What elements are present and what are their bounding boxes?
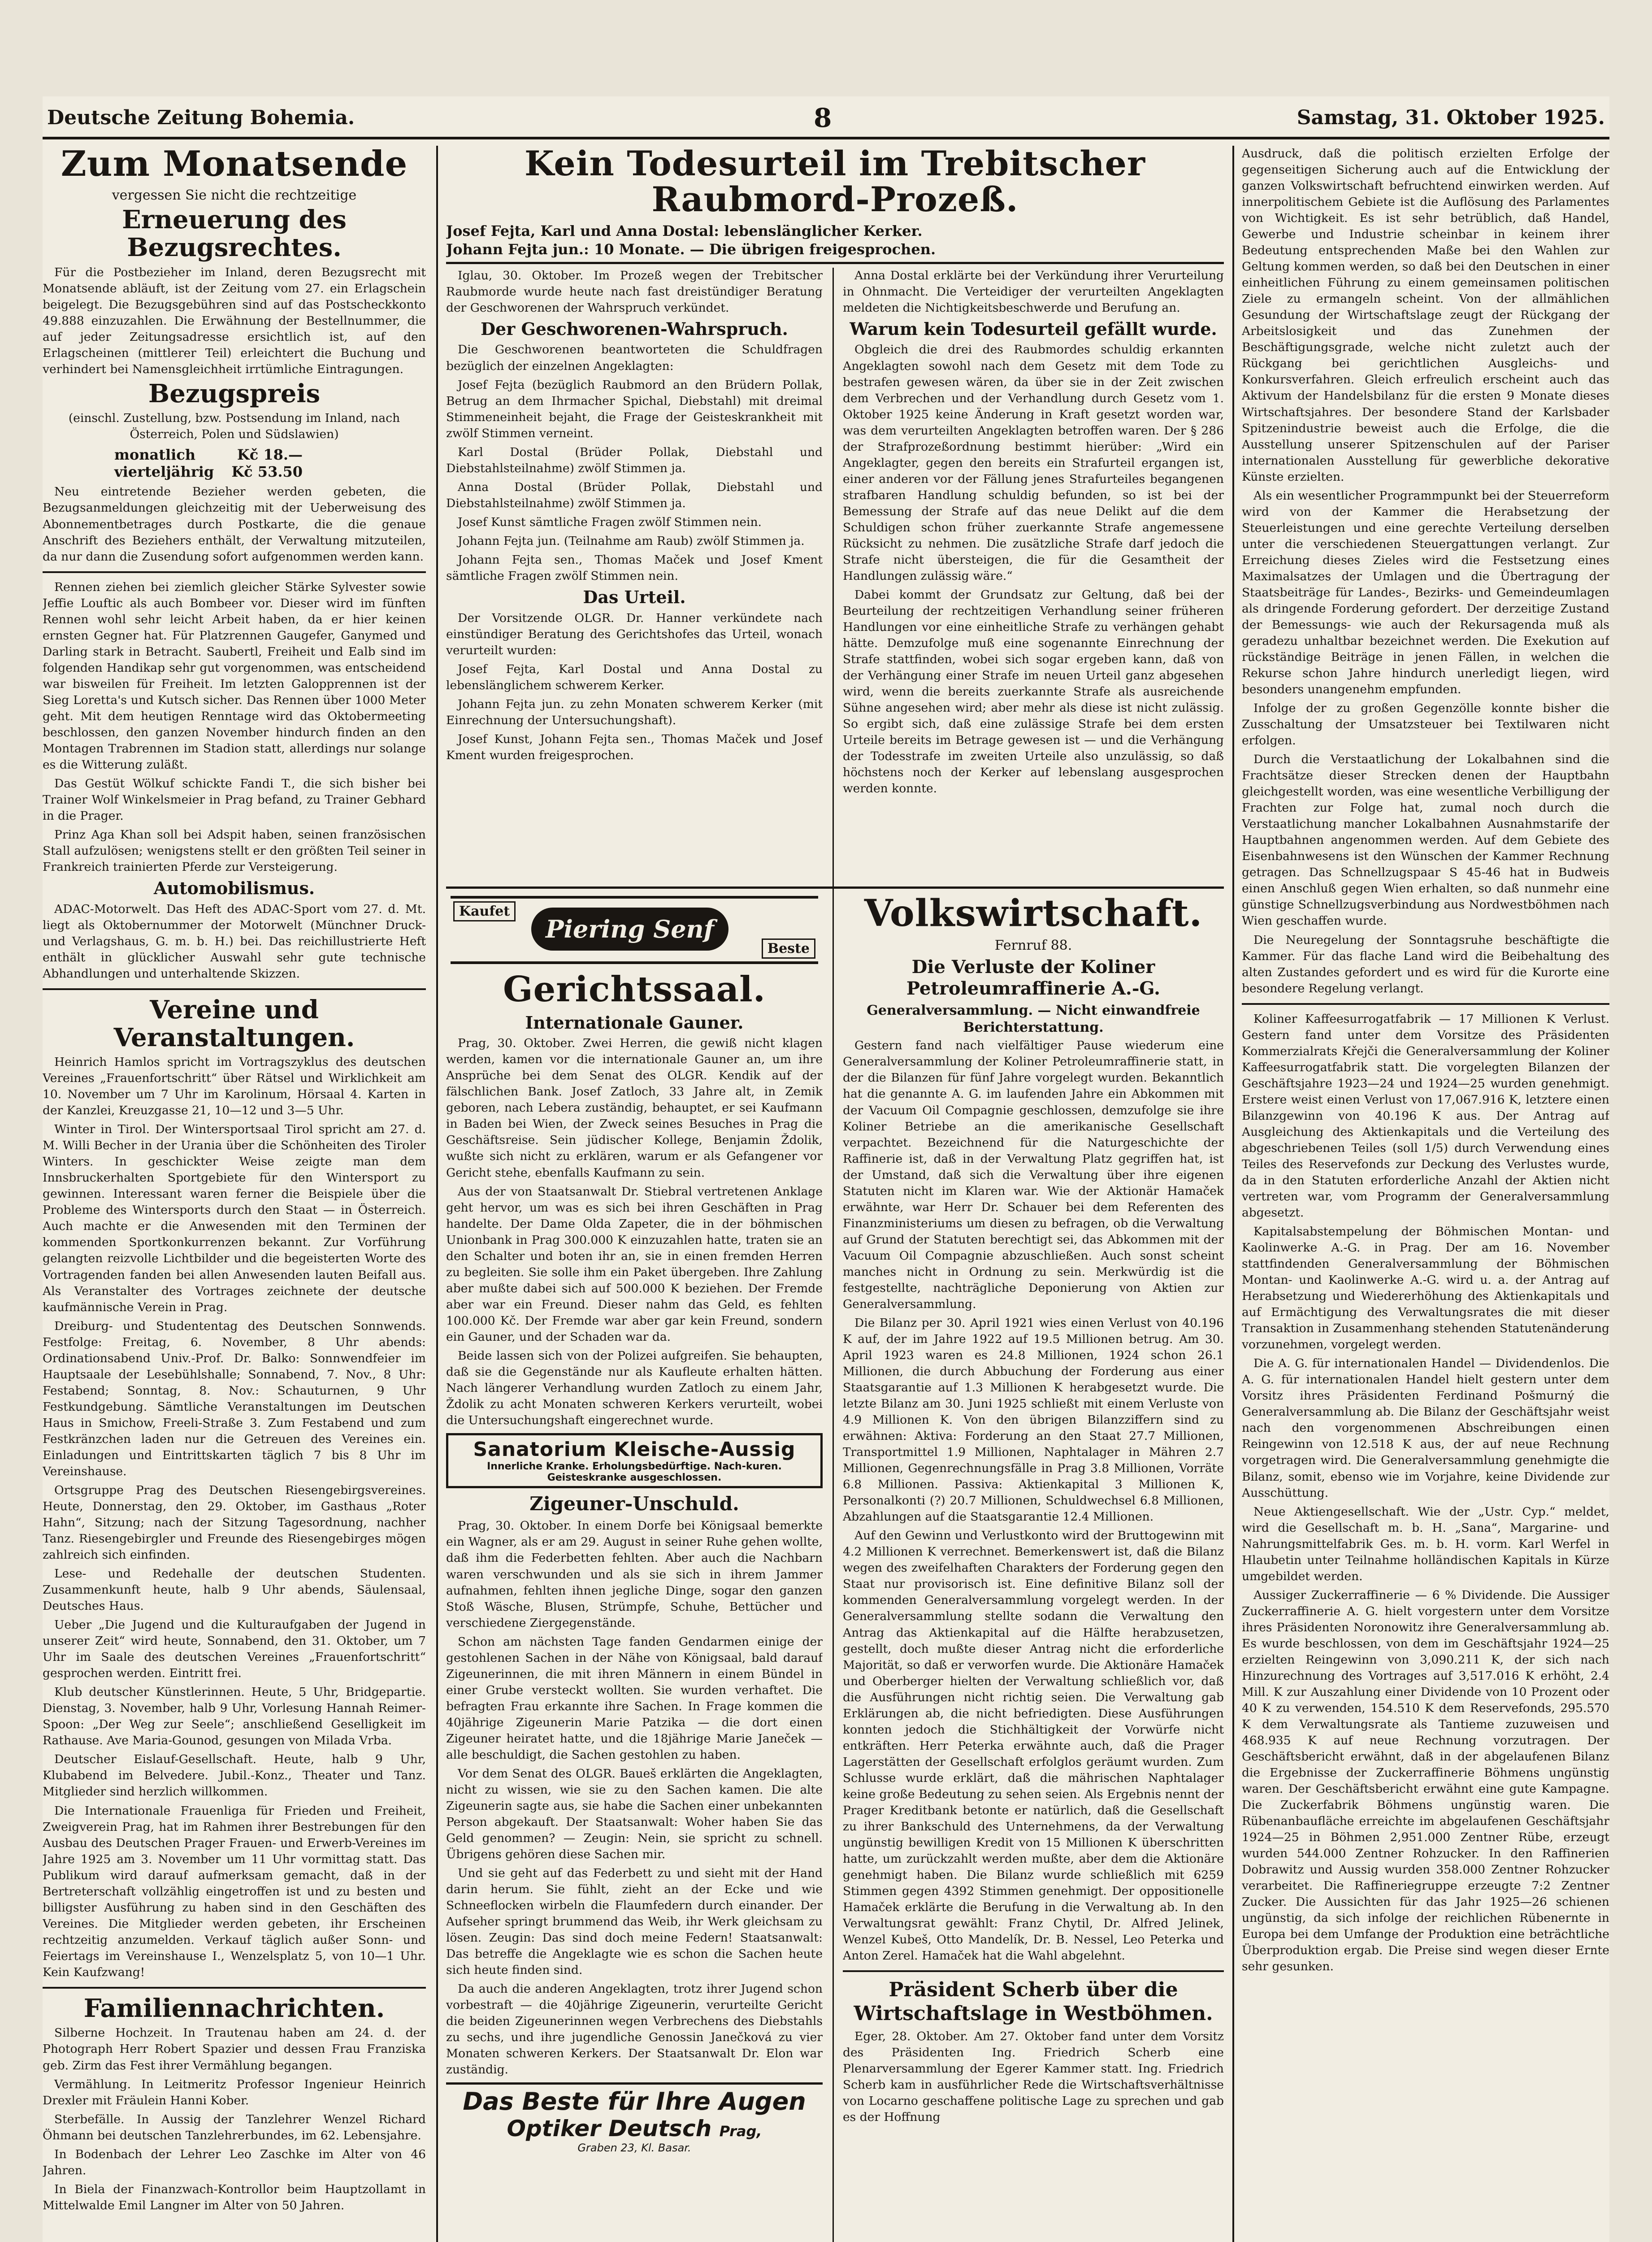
paragraph: Josef Kunst sämtliche Fragen zwölf Stimmen nein. <box>458 515 762 529</box>
paragraph: Schon am nächsten Tage fanden Gendarmen einige der gestohlenen Sachen in der Nähe von Königsaal, bald darauf Zigeunerinnen, die mit ihren Männern in einem Bündel in einer Grube versteckt wollten. Sie wurden verhaftet. Die befragten Frau erkannte ihre Sachen. In Frage kommen die 40jährige Zigeunerin Marie Patzika — die dort einen Zigeuner heiratet hatte, und die 18jährige Marie Janeček — alle beschuldigt, die Sachen gestohlen zu haben. <box>446 1634 823 1762</box>
ad-brand-logo: Piering Senf <box>531 908 728 951</box>
paragraph: Deutscher Eislauf-Gesellschaft. Heute, halb 9 Uhr, Klubabend im Belvedere. Jubil.-Konz., Theater und Tanz. Mitglieder sind herzlich willkommen. <box>43 1752 426 1799</box>
headline-monatsende: Zum Monatsende <box>61 146 408 184</box>
section-heading: Internationale Gauner. <box>525 1012 744 1033</box>
paragraph: Vor dem Senat des OLGR. Baueš erklärten die Angeklagten, nicht zu wissen, wie sie zu den Sachen kamen. Die alte Zigeunerin sagte aus, sie habe die Sachen einer unbekannten Person abgekauft. Der Staatsanwalt: Woher haben Sie das Geld genommen? — Zeugin: Nein, sie spricht zu schnell. Übrigens gehören diese Sachen mir. <box>446 1766 823 1862</box>
section-heading-automobilismus: Automobilismus. <box>153 878 315 899</box>
subcolumn-rule <box>833 889 834 2242</box>
divider <box>43 988 426 990</box>
divider <box>43 1987 426 1989</box>
price-value: Kč 18.— <box>237 446 303 464</box>
paragraph: Die Internationale Frauenliga für Frieden und Freiheit, Zweigverein Prag, hat im Rahmen ihrer Bestrebungen für den Ausbau des Deutschen Prager Frauen- und Erwerb-Vereines im Jahre 1925 am 3. November um 11 Uhr vormittag statt. Das Publikum wird darauf aufmerksam gemacht, daß in der Bertreterschaft vollzählig eingetroffen ist und zu besten und billigster Ausführung zu haben sind in den Geschäften des Vereines. Die Mitglieder werden gebeten, ihr Erscheinen rechtzeitig anzumelden. Verkauf täglich außer Sonn- und Feiertags im Vereinshause I., Wenzelsplatz 5, von 10—1 Uhr. Kein Kaufzwang! <box>43 1803 426 1979</box>
column-left <box>43 146 426 2242</box>
paper-name: Deutsche Zeitung Bohemia. <box>47 106 355 129</box>
paragraph: Prag, 30. Oktober. In einem Dorfe bei Königsaal bemerkte ein Wagner, als er am 29. August in seiner Ruhe gehen wollte, daß ihm die Federbetten fehlten. Aber auch die Nachbarn waren verschwunden und als sie sich in ihrem Jammer aufnahmen, fehlten ihnen jegliche Dinge, sogar den ganzen Stoß Wäsche, Blusen, Strümpfe, Schuhe, Bettücher und verschiedene Ziergegenstände. <box>446 1519 823 1630</box>
paragraph: Durch die Verstaatlichung der Lokalbahnen sind die Frachtsätze dieser Strecken denen der Hauptbahn gleichgestellt worden, was eine wesentliche Verbilligung der Frachten zur Folge hat, zumal noch durch die Verstaatlichung mancher Lokalbahnen Ausnahmstarife der Hauptbahnen angenommen werden. Auf dem Gebiete des Eisenbahnwesens ist den Wünschen der Kammer Rechnung getragen. Das Schnellzugspaar S 45-46 hat in Budweis einen Anschluß gegen Wien erhalten, so daß nunmehr eine günstige Schnellzugsverbindung aus Nordwestböhmen nach Wien geschaffen wurde. <box>1242 752 1609 928</box>
paragraph: Die Geschworenen beantworteten die Schuldfragen bezüglich der einzelnen Angeklagten: <box>446 343 823 373</box>
paragraph: Ausdruck, daß die politisch erzielten Erfolge der gegenseitigen Sicherung auch auf die Entwicklung der ganzen Volkswirtschaft befruchtend einwirken werden. Auf innerpolitischem Gebiete ist die Auflösung des Parlamentes von Wichtigkeit. Es ist sehr betrüblich, daß Handel, Gewerbe und Industrie scheinbar in keinem ihrer Bedeutung entsprechenden Maße bei den Wahlen zur Geltung kommen werden, so daß bei den Deutschen in einer einheitlichen Führung zu einem gemeinsamen politischen Ziele zu ermangeln scheint. Von der allmählichen Gesundung der Wirtschaftslage zeugt der Rückgang der Arbeitslosigkeit und das Zunehmen der Beschäftigungsgrade, welche nicht zuletzt auch der Rückgang bei gerichtlichen Ausgleichs- und Konkursverfahren. Gleich erfreulich erscheint auch das Aktivum der Handelsbilanz für die ersten 9 Monate dieses Wirtschaftsjahres. Der besondere Stand der Karlsbader Spitzenindustrie beweist auch die Erfolge, die die Ausstellung unserer Spitzenschulen auf der Pariser internationalen Ausstellung für gewerbliche dekorative Künste erzielten. <box>1242 147 1609 484</box>
headline-vereine: Vereine und Veranstaltungen. <box>113 995 355 1052</box>
ad-sanatorium-sub: Innerliche Kranke. Erholungsbedürftige. Nach-kuren. Geisteskranke ausgeschlossen. <box>487 1461 782 1484</box>
paragraph: Als ein wesentlicher Programmpunkt bei der Steuerreform wird von der Kammer die Herabsetzung der Steuerleistungen und eine gerechte Verteilung derselben unter die verschiedenen Steuergattungen verlangt. Zur Erreichung dieses Zieles wird die Festsetzung eines Maximalsatzes der Umlagen und die Übertragung der Staatsbeiträge für Landes-, Bezirks- und Gemeindeumlagen als dringende Forderung gefordert. Der derzeitige Zustand der Bemessungs- wie auch der Rekursagenda muß als geradezu unhaltbar bezeichnet werden. Die Exekution auf rückständige Beiträge in jenen Fällen, in welchen die Rekurse schon Jahre hindurch unerledigt liegen, wird besonders unangenehm empfunden. <box>1242 488 1609 697</box>
price-value: Kč 53.50 <box>231 463 303 481</box>
paragraph: Silberne Hochzeit. In Trautenau haben am 24. d. der Photograph Herr Robert Spazier und dessen Frau Franziska geb. Zirm das Fest ihrer Vermählung begangen. <box>43 2026 426 2073</box>
paragraph: Die Bilanz per 30. April 1921 wies einen Verlust von 40.196 K auf, der im Jahre 1922 auf 19.5 Millionen betrug. Am 30. April 1923 waren es 24.8 Millionen, 1924 schon 26.1 Millionen, die durch Abbuchung der Forderung aus einer Staatsgarantie auf 1.3 Millionen K herabgesetzt wurde. Die letzte Bilanz am 30. Juni 1925 schließt mit einem Verluste von 4.9 Millionen K. Von den übrigen Bilanzziffern sind zu erwähnen: Aktiva: Forderung an den Staat 27.7 Millionen, Transportmittel 1.9 Millionen, Naphtalager in Mähren 2.7 Millionen, Gegenrechnungsfälle in Prag 3.8 Millionen, Vorräte 6.8 Millionen. Passiva: Aktienkapital 3 Millionen K, Personalkonti (?) 20.7 Millionen, Schuldwechsel 6.8 Millionen, Abzahlungen auf die Staatsgarantie 12.4 Millionen. <box>843 1316 1224 1524</box>
middle-lower <box>446 886 1224 2242</box>
paragraph: Lese- und Redehalle der deutschen Studenten. Zusammenkunft heute, halb 9 Uhr abends, Säulensaal, Deutsches Haus. <box>43 1567 426 1613</box>
paragraph: Anna Dostal (Brüder Pollak, Diebstahl und Diebstahlsteilnahme) zwölf Stimmen ja. <box>446 480 823 510</box>
paragraph: Ueber „Die Jugend und die Kulturaufgaben der Jugend in unserer Zeit“ wird heute, Sonnabend, den 31. Oktober, um 7 Uhr im Saale des deutschen Vereines „Frauenfortschritt“ gesprochen werden. Eintritt frei. <box>43 1618 426 1681</box>
subcolumn-rule <box>833 268 834 886</box>
headline-volkswirtschaft: Volkswirtschaft. <box>864 891 1203 935</box>
section-heading: Der Geschworenen-Wahrspruch. <box>481 318 788 339</box>
advertisement-sanatorium[interactable] <box>446 1433 823 1488</box>
price-row-quarterly <box>114 463 303 480</box>
paragraph: Kapitalsabstempelung der Böhmischen Montan- und Kaolinwerke A.-G. in Prag. Der am 16. November stattfindenden Generalversammlung der Böhmischen Montan- und Kaolinwerke A.-G. wird u. a. der Antrag auf Herabsetzung und Wiedererhöhung des Aktienkapitals und auf Ermächtigung des Verwaltungsrates die mit dieser Transaktion in Zusammenhang stehenden Statutenänderung vorzunehmen, vorgelegt werden. <box>1242 1225 1609 1352</box>
section-heading: Die Verluste der Koliner Petroleumraffinerie A.-G. <box>906 956 1161 999</box>
paragraph: Auf den Gewinn und Verlustkonto wird der Bruttogewinn mit 4.2 Millionen K verrechnet. Bemerkenswert ist, daß die Bilanz wegen des zweifelhaften Charakters der Forderung gegen den Staat nur provisorisch ist. Eine definitive Bilanz soll der kommenden Generalversammlung vorgelegt werden. In der Generalversammlung stellte sodann die Verwaltung den Antrag das Aktienkapital auf die Hälfte herabzusetzen, gestellt, doch mußte dieser Antrag nicht die erforderliche Majorität, so daß er verworfen wurde. Die Aktionäre Hamaček und Oberberger hielten der Verwaltung schließlich vor, daß die Ausführungen nicht richtig seien. Die Verwaltung gab Erklärungen ab, die nicht befriedigten. Diese Ausführungen konnten jedoch die Stichhältigkeit der Vorwürfe nicht entkräften. Herr Peterka erwähnte auch, daß die Prager Lagerstätten der Gesellschaft erfolglos geräumt wurden. Zum Schlusse wurde erklärt, daß die mährischen Naphtalager keine große Bedeutung zu sehen seien. Als Ergebnis nennt der Prager Kreditbank betonte er natürlich, daß die Gesellschaft zu ihrer Bankschuld des Unternehmens, da der Verwaltung ungünstig bewilligen Kredit von 15 Millionen K überschritten hatte, um zurückzahlt werden mußte, aber dem die Aktionäre genehmigt haben. Die Bilanz wurde schließlich mit 6259 Stimmen gegen 4392 Stimmen genehmigt. Der oppositionelle Hamaček erklärte die Berufung in die Verwaltung ab. In den Verwaltungsrat gewählt: Franz Chytil, Dr. Alfred Jelinek, Wenzel Kubeš, Otto Mandelík, Dr. B. Nessel, Leo Peterka und Anton Zerel. Hamaček hat die Wahl abgelehnt. <box>843 1529 1224 1963</box>
paragraph: Vermählung. In Leitmeritz Professor Ingenieur Heinrich Drexler mit Fräulein Hanni Kober. <box>43 2077 426 2107</box>
trebitsch-right <box>843 268 1224 886</box>
paragraph: Aussiger Zuckerraffinerie — 6 % Dividende. Die Aussiger Zuckerraffinerie A. G. hielt vorgestern unter dem Vorsitze ihres Präsidenten Noronowitz ihre Generalversammlung ab. Es wurde beschlossen, von dem im Geschäftsjahr 1924—25 erzielten Reingewinn von 3,090.211 K, der sich nach Hinzurechnung des Vortrages auf 3,517.016 K erhöht, 2.4 Mill. K zur Auszahlung einer Dividende von 10 Prozent oder 40 K zu verwenden, 154.510 K dem Reservefonds, 295.570 K dem Verwaltungsrate als Tantieme zuzuweisen und 468.935 K auf neue Rechnung vorzutragen. Der Geschäftsbericht erwähnt, daß in der abgelaufenen Bilanz die Ergebnisse der Zuckerraffinerie Böhmens ungünstig waren. Der Geschäftsbericht erwähnt eine gute Kampagne. Die Zuckerfabrik Böhmens ungünstig waren. Die Rübenanbaufläche erreichte im abgelaufenen Geschäftsjahr 1924—25 in Böhmen 2,951.000 Zentner Rübe, erzeugt wurden 544.000 Zentner Rohzucker. In den Raffinerien Dobrawitz und Aussig wurden 358.000 Zentner Rohzucker verarbeitet. Die Raffineriegruppe erzeugte 7:2 Zentner Zucker. Die Aussichten für das Jahr 1925—26 schienen ungünstig, da sich infolge der reichlichen Rübenernte in Europa bei dem Umfange der Produktion eine beträchtliche Überproduktion ergab. Die Preise sind wegen dieser Ernte sehr gesunken. <box>1242 1588 1609 1974</box>
ad-optiker-slogan: Das Beste für Ihre Augen <box>463 2087 806 2116</box>
paragraph: Johann Fejta sen., Thomas Maček und Josef Kment sämtliche Fragen zwölf Stimmen nein. <box>446 552 823 583</box>
paragraph: Johann Fejta jun. zu zehn Monaten schwerem Kerker (mit Einrechnung der Untersuchungshaft). <box>446 697 823 727</box>
paragraph: Anna Dostal erklärte bei der Verkündung ihrer Verurteilung in Ohnmacht. Die Verteidiger der verurteilten Angeklagten meldeten die Nichtigkeitsbeschwerde und Berufung an. <box>843 268 1224 315</box>
paragraph: Beide lassen sich von der Polizei aufgreifen. Sie behaupten, daß sie die Gegenstände nur als Kaufleute erhalten hätten. Nach längerer Verhandlung wurden Zatloch zu einem Jahr, Ždolik zu acht Monaten schweren Kerkers verurteilt, wobei die Untersuchungshaft eingerechnet wurde. <box>446 1348 823 1427</box>
advertisement-optiker[interactable] <box>446 2082 823 2154</box>
middle-lower-right <box>843 889 1224 2242</box>
price-label: monatlich <box>114 446 196 464</box>
column-rule <box>436 146 438 2242</box>
running-header <box>43 96 1609 139</box>
dek-line-2: Johann Fejta jun.: 10 Monate. — Die übrigen freigesprochen. <box>446 241 936 258</box>
divider <box>1242 1003 1609 1005</box>
price-table <box>114 446 426 480</box>
paragraph: Die A. G. für internationalen Handel — Dividendenlos. Die A. G. für internationalen Handel hielt gestern unter dem Vorsitz ihres Präsidenten Ferdinand Pošmurný die Generalversammlung ab. Die Bilanz der Geschäftsjahr weist nach den vorgenommenen Abschreibungen einen Reingewinn von 12.518 K aus, der auf neue Rechnung vorgetragen wird. Die Generalversammlung genehmigte die Bilanz, somit, ebenso wie im Vorjahre, keine Dividende zur Ausschüttung. <box>1242 1356 1609 1500</box>
paragraph: Prag, 30. Oktober. Zwei Herren, die gewiß nicht klagen werden, kamen vor die internationale Gauner an, um ihre Ansprüche bei dem Senat des OLGR. Kendik auf der fälschlichen Bank. Josef Zatloch, 33 Jahre alt, in Zemik geboren, nach Lebera zuständig, behauptet, er sei Kaufmann in Baden bei Wien, der Zweck seines Besuches in Prag die Geschäftsreise. Sein jüdischer Kollege, Benjamin Ždolik, wußte sich nicht zu erklären, warum er als Gefangener vor Gericht stehe, ebenfalls Kaufmann zu sein. <box>446 1036 823 1180</box>
section-heading: Warum kein Todesurteil gefällt wurde. <box>850 318 1217 339</box>
headline-erneuerung: Erneuerung des Bezugsrechtes. <box>122 205 347 262</box>
paragraph: Iglau, 30. Oktober. Im Prozeß wegen der Trebitscher Raubmorde wurde heute nach fast dreistündiger Beratung der Geschworenen der Wahrspruch verkündet. <box>446 268 823 315</box>
dek-line-1: Josef Fejta, Karl und Anna Dostal: lebenslänglicher Kerker. <box>446 222 923 239</box>
paragraph: Und sie geht auf das Federbett zu und sieht mit der Hand darin herum. Sie fühlt, zieht an der Ecke und wie Schneeflocken wirbeln die Flaumfedern durch einander. Der Aufseher springt brummend das Weib, ihr Werk gleichsam zu lösen. Zeugin: Das sind doch meine Federn! Staatsanwalt: Das betreffe die Angeklagte wie es schon die Sachen heute sich heute finden sind. <box>446 1866 823 1977</box>
headline-bezugspreis: Bezugspreis <box>148 378 321 408</box>
paragraph: Da auch die anderen Angeklagten, trotz ihrer Jugend schon vorbestraft — die 40jährige Zigeunerin, verurteilte Gericht die beiden Zigeunerinnen wegen Verbrechens des Diebstahls zu sechs, und ihre jugendliche Genossin Janečková zu vier Monaten schweren Kerkers. Der Staatsanwalt Dr. Elon war zuständig. <box>446 1982 823 2077</box>
divider <box>43 571 426 573</box>
newspaper-page <box>43 96 1609 2242</box>
paragraph: Gestern fand nach vielfältiger Pause wiederum eine Generalversammlung der Koliner Petroleumraffinerie statt, in der die Bilanzen für fünf Jahre vorgelegt wurden. Bekanntlich hat die genannte A. G. im laufenden Jahre ein Abkommen mit der Vacuum Oil Compagnie geschlossen, demzufolge sie ihre Koliner Betriebe an die amerikanische Gesellschaft verpachtet. Bezeichnend für die Naturgeschichte der Raffinerie ist, daß in der Verwaltung Platz gegriffen hat, ist der Umstand, daß sich die Verwaltung über ihre eigenen Statuten nicht im Klaren war. Wie der Aktionär Hamaček erwähnte, war Herr Dr. Schauer bei dem Referenten des Finanzministeriums um diesen zu befragen, ob die Verwaltung auf Grund der Statuten berechtigt sei, das Abkommen mit der Vacuum Oil Compagnie abzuschließen. Auch sonst scheint manches nicht in Ordnung zu sein. Merkwürdig ist die festgestellte, nachträgliche Deponierung von Aktien zur Generalversammlung. <box>843 1038 1224 1311</box>
paragraph: Eger, 28. Oktober. Am 27. Oktober fand unter dem Vorsitz des Präsidenten Ing. Friedrich Scherb eine Plenarversammlung der Egerer Kammer statt. Ing. Friedrich Scherb kam in ausführlicher Rede die Wirtschaftsverhältnisse von Locarno geschaffene politische Lage zu sprechen und gab es der Hoffnung <box>843 2029 1224 2124</box>
paragraph: Dabei kommt der Grundsatz zur Geltung, daß bei der Beurteilung der rechtzeitigen Verhandlung seiner früheren Handlungen vor eine einheitliche Strafe zu verhängen gehabt hätte. Demzufolge muß eine sogenannte Einrechnung der Strafe stattfinden, wobei sich sogar ergeben kann, daß von der Verhängung einer Strafe im neuen Urteil ganz abgesehen wird, wenn die bereits zuerkannte Strafe als ausreichende Sühne angesehen wird; aber mehr als diese ist nicht zulässig. So ergibt sich, daß eine zulässige Strafe bei dem ersten Urteile bereits im Betrage gewesen ist — und die Verhängung der Todesstrafe im zweiten Urteile also unzulässig, so daß höchstens noch der Kerker auf lebenslang ausgesprochen werden konnte. <box>843 587 1224 796</box>
paragraph: Rennen ziehen bei ziemlich gleicher Stärke Sylvester sowie Jeffie Louftic als auch Bombeer vor. Dieser wird im fünften Rennen wohl sehr leicht Arbeit haben, da er hier keinen ernsten Gegner hat. Für Platzrennen Gaugefer, Ganymed und Darling stark in Betracht. Saubertl, Freiheit und Ealb sind im folgenden Handikap sehr gut vorgenommen, was entscheidend war bisweilen für Freiheit. Im letzten Galopprennen ist der Sieg Loretta's und Kutsch sicher. Das Rennen über 1000 Meter geht. Mit dem heutigen Renntage wird das Oktobermeeting beschlossen, den ganzen November hindurch finden an den Montagen Trabrennen im Stadion statt, allerdings nur solange es die Witterung zuläßt. <box>43 580 426 772</box>
section-heading: Das Urteil. <box>583 587 686 607</box>
paragraph: Das Gestüt Wölkuf schickte Fandi T., die sich bisher bei Trainer Wolf Winkelsmeier in Prag befand, zu Trainer Gebhard in die Prager. <box>43 776 426 823</box>
ad-beste: Beste <box>762 939 815 959</box>
headline-dek <box>446 222 1224 241</box>
price-row-monthly <box>114 446 303 463</box>
middle-lower-left <box>446 889 823 2242</box>
paragraph: Ortsgruppe Prag des Deutschen Riesengebirgsvereines. Heute, Donnerstag, den 29. Oktober, im Gasthaus „Roter Hahn“, Sitzung; nach der Sitzung Tagesordnung, nachher Tanz. Riesengebirgler und Freunde des Riesengebirges mögen zahlreich sich einfinden. <box>43 1483 426 1562</box>
paragraph: Winter in Tirol. Der Wintersportsaal Tirol spricht am 27. d. M. Willi Becher in der Urania über die Schönheiten des Tiroler Winters. In geschickter Weise zeigte man dem Innsbruckerhalten Sportgebiete für den Wintersport zu gewinnen. Interessant waren ferner die Beispiele über die Probleme des Wintersports durch den Staat — in Österreich. Auch machte er die Anwesenden mit den Terminen der kommenden Sportkonkurrenzen bekannt. Zur Vorführung gelangten reizvolle Lichtbilder und die begeisterten Worte des Vortragenden fanden bei allen Anwesenden lauten Beifall aus. Als Veranstalter des Vortrages zeichnete der deutsche kaufmännische Verein in Prag. <box>43 1122 426 1314</box>
paragraph: Sterbefälle. In Aussig der Tanzlehrer Wenzel Richard Öhmann bei deutschen Tanzlehrerbundes, im 62. Lebensjahre. <box>43 2112 426 2142</box>
subheadline: Fernruf 88. <box>994 937 1072 953</box>
trebitsch-left <box>446 268 823 886</box>
ad-optiker-name: Optiker Deutsch Prag, <box>507 2116 762 2142</box>
column-right <box>1242 146 1609 2242</box>
paragraph: In Biela der Finanzwach-Kontrollor beim Hauptzollamt in Mittelwalde Emil Langner im Alter von 50 Jahren. <box>43 2182 426 2212</box>
paragraph: Prinz Aga Khan soll bei Adspit haben, seinen französischen Stall aufzulösen; wenigstens stellt er den größten Teil seiner in Frankreich trainierten Pferde zur Versteigerung. <box>43 828 426 874</box>
trebitsch-header <box>446 146 1224 264</box>
section-heading: Zigeuner-Unschuld. <box>529 1493 739 1515</box>
column-middle <box>446 146 1224 2242</box>
paragraph: Dreiburg- und Studententag des Deutschen Sonnwends. Festfolge: Freitag, 6. November, 8 Uhr abends: Ordinationsabend Univ.-Prof. Dr. Balko: Sonnwendfeier im Hauptsaale der Lesebühlshalle; Sonnabend, 7. Nov., 8 Uhr: Festabend; Sonntag, 8. Nov.: Schauturnen, 9 Uhr Festkundgebung. Sämtliche Veranstaltungen im Deutschen Haus in Smichow, Freeli-Straße 3. Zum Festabend und zum Festkränzchen laden nur die Getreuen des Vereines ein. Einladungen und Eintrittskarten täglich 7 bis 8 Uhr im Vereinshause. <box>43 1319 426 1478</box>
paragraph: Die Neuregelung der Sonntagsruhe beschäftigte die Kammer. Für das flache Land wird die Beibehaltung des alten Zustandes gefordert und es wird für die Kurorte eine besondere Regelung verlangt. <box>1242 933 1609 995</box>
ad-optiker-address: Graben 23, Kl. Basar. <box>577 2142 691 2155</box>
trebitsch-body <box>446 268 1224 886</box>
column-rule <box>1232 146 1234 2242</box>
ad-sanatorium-title: Sanatorium Kleische-Aussig <box>473 1438 796 1461</box>
paragraph: Infolge der zu großen Gegenzölle konnte bisher die Zusschaltung der Umsatzsteuer bei Textilwaren nicht erfolgen. <box>1242 701 1609 748</box>
ad-kaufet: Kaufet <box>453 901 516 921</box>
paragraph: Josef Kunst, Johann Fejta sen., Thomas Maček und Josef Kment wurden freigesprochen. <box>446 732 823 762</box>
paragraph: Johann Fejta jun. (Teilnahme am Raub) zwölf Stimmen ja. <box>458 534 805 548</box>
paragraph: In Bodenbach der Lehrer Leo Zaschke im Alter von 46 Jahren. <box>43 2147 426 2177</box>
headline-familiennachrichten: Familiennachrichten. <box>83 1993 385 2023</box>
headline-gerichtssaal: Gerichtssaal. <box>503 969 766 1010</box>
paragraph: Obgleich die drei des Raubmordes schuldig erkannten Angeklagten sowohl nach dem Gesetz mit dem Tode zu bestrafen gewesen wären, da über sie in der Zeit zwischen dem Verbrechen und der Verhandlung durch Gesetz vom 1. Oktober 1925 keine Änderung in Kraft gesetzt worden war, was dem verurteilten Angeklagten betroffen waren. Der § 286 der Strafprozeßordnung bestimmt hierüber: „Wird ein Angeklagter, gegen den bereits ein Strafurteil ergangen ist, einer anderen vor der Fällung jenes Strafurteiles begangenen strafbaren Handlung schuldig befunden, so ist bei der Bemessung der Strafe auf das neue Delikt auf die dem Schuldigen schon früher zuerkannte Strafe angemessene Rücksicht zu nehmen. Die zusätzliche Strafe darf jedoch die Strafe nicht übersteigen, die für die Gesamtheit der Handlungen zulässig wäre.“ <box>843 343 1224 583</box>
section-heading: Präsident Scherb über die Wirtschaftslage in Westböhmen. <box>854 1978 1213 2025</box>
dek: Generalversammlung. — Nicht einwandfreie Berichterstattung. <box>867 1003 1200 1035</box>
paragraph: Koliner Kaffeesurrogatfabrik — 17 Millionen K Verlust. Gestern fand unter dem Vorsitze des Präsidenten Kommerzialrats Křejči die Generalversammlung der Koliner Kaffeesurrogatfabrik statt. Die vorgelegten Bilanzen der Geschäftsjahre 1923—24 und 1924—25 wurden genehmigt. Erstere weist einen Verlust von 17,067.916 K, letztere einen Bilanzgewinn von 40.196 K aus. Der Antrag auf Ausgleichung des Aktienkapitals und die Verteilung des abgeschriebenen Teiles (soll 1/5) durch Verwendung eines Teiles des Reservefonds zur Deckung des Verlustes wurde, da in den Statuten erforderliche Anzahl der Aktien nicht vertreten war, vom Programm der Generalversammlung abgesetzt. <box>1242 1012 1609 1220</box>
paragraph: Heinrich Hamlos spricht im Vortragszyklus des deutschen Vereines „Frauenfortschritt“ über Rätsel und Wirklichkeit am 10. November um 7 Uhr im Karolinum, Hörsaal 4. Karten in der Kanzlei, Kreuzgasse 21, 10—12 und 3—5 Uhr. <box>43 1055 426 1118</box>
paragraph: ADAC-Motorwelt. Das Heft des ADAC-Sport vom 27. d. Mt. liegt als Oktobernummer der Motorwelt (Münchner Druck- und Verlagshaus, G. m. b. H.) bei. Das reichillustrierte Heft enthält in glücklicher Auswahl sehr gute technische Abhandlungen und unterhaltende Skizzen. <box>43 902 426 981</box>
headline-dek-2 <box>446 240 1224 259</box>
paragraph: Neue Aktiengesellschaft. Wie der „Ustr. Cyp.“ meldet, wird die Gesellschaft m. b. H. „Sana“, Margarine- und Nahrungsmittelfabrik Ges. m. b. H. vorm. Karl Werfel in Hlaubetin unter Teilnahme holländischen Kapitals in Kürze umgebildet werden. <box>1242 1504 1609 1583</box>
paragraph: Der Vorsitzende OLGR. Dr. Hanner verkündete nach einstündiger Beratung des Gerichtshofes das Urteil, wonach verurteilt wurden: <box>446 611 823 657</box>
paragraph: Neu eintretende Bezieher werden gebeten, die Bezugsanmeldungen gleichzeitig mit der Ueberweisung des Abonnementbetrages durch Postkarte, die die genaue Anschrift des Beziehers enthält, der Verwaltung mitzuteilen, da nur dann die Zusendung sofort aufgenommen werden kann. <box>43 485 426 564</box>
paragraph: Josef Fejta (bezüglich Raubmord an den Brüdern Pollak, Betrug an dem Ihrmacher Spichal, Diebstahl) mit dreimal Stimmeneinheit bejaht, die Frage der Geisteskrankheit mit zwölf Stimmen verneint. <box>446 378 823 440</box>
paragraph: Für die Postbezieher im Inland, deren Bezugsrecht mit Monatsende abläuft, ist der Zeitung vom 27. ein Erlagschein beigelegt. Die Bezugsgebühren sind auf das Postscheckkonto 49.888 einzuzahlen. Die Erwähnung der Bestellnummer, die auf jeder Zeitungsadresse ersichtlich ist, auf den Erlagscheinen (mittlerer Teil) erleichtert die Buchung und verhindert bei Namensgleichheit irrtümliche Eintragungen. <box>43 265 426 376</box>
divider <box>843 1970 1224 1972</box>
advertisement-senf[interactable] <box>451 896 818 964</box>
paragraph: Karl Dostal (Brüder Pollak, Diebstahl und Diebstahlsteilnahme) zwölf Stimmen ja. <box>446 445 823 475</box>
issue-date: Samstag, 31. Oktober 1925. <box>1296 106 1605 129</box>
price-label: vierteljährig <box>114 463 214 481</box>
paragraph: Klub deutscher Künstlerinnen. Heute, 5 Uhr, Bridgepartie. Dienstag, 3. November, halb 9 Uhr, Vorlesung Hannah Reimer-Spoon: „Der Weg zur Seele“; anschließend Geselligkeit im Rathause. Ave Maria-Gounod, gesungen von Milada Vrba. <box>43 1685 426 1748</box>
subheadline: vergessen Sie nicht die rechtzeitige <box>112 187 357 203</box>
paragraph: Aus der von Staatsanwalt Dr. Stiebral vertretenen Anklage geht hervor, um was es sich bei ihren Geschäften in Prag handelte. Der Dame Olda Zapeter, die in der böhmischen Unionbank in Prag 300.000 K einzuzahlen hatte, traten sie an den Schalter und boten ihr an, sie in einen fremden Herren zu begleiten. Sie solle ihm ein Paket übergeben. Ihre Zahlung aber mußte dabei sich auf 500.000 K beziehen. Der Fremde aber war ein Freund. Dieser nahm das Geld, es fehlten 100.000 Kč. Der Fremde war aber gar kein Freund, sondern ein Gauner, und der Schaden war da. <box>446 1184 823 1344</box>
page-number: 8 <box>814 103 832 133</box>
headline-trebitsch: Kein Todesurteil im Trebitscher Raubmord-Prozeß. <box>524 146 1146 219</box>
paragraph: Josef Fejta, Karl Dostal und Anna Dostal zu lebenslänglichem schwerem Kerker. <box>446 662 823 692</box>
paragraph: (einschl. Zustellung, bzw. Postsendung im Inland, nach Österreich, Polen und Südslawien) <box>68 411 400 442</box>
